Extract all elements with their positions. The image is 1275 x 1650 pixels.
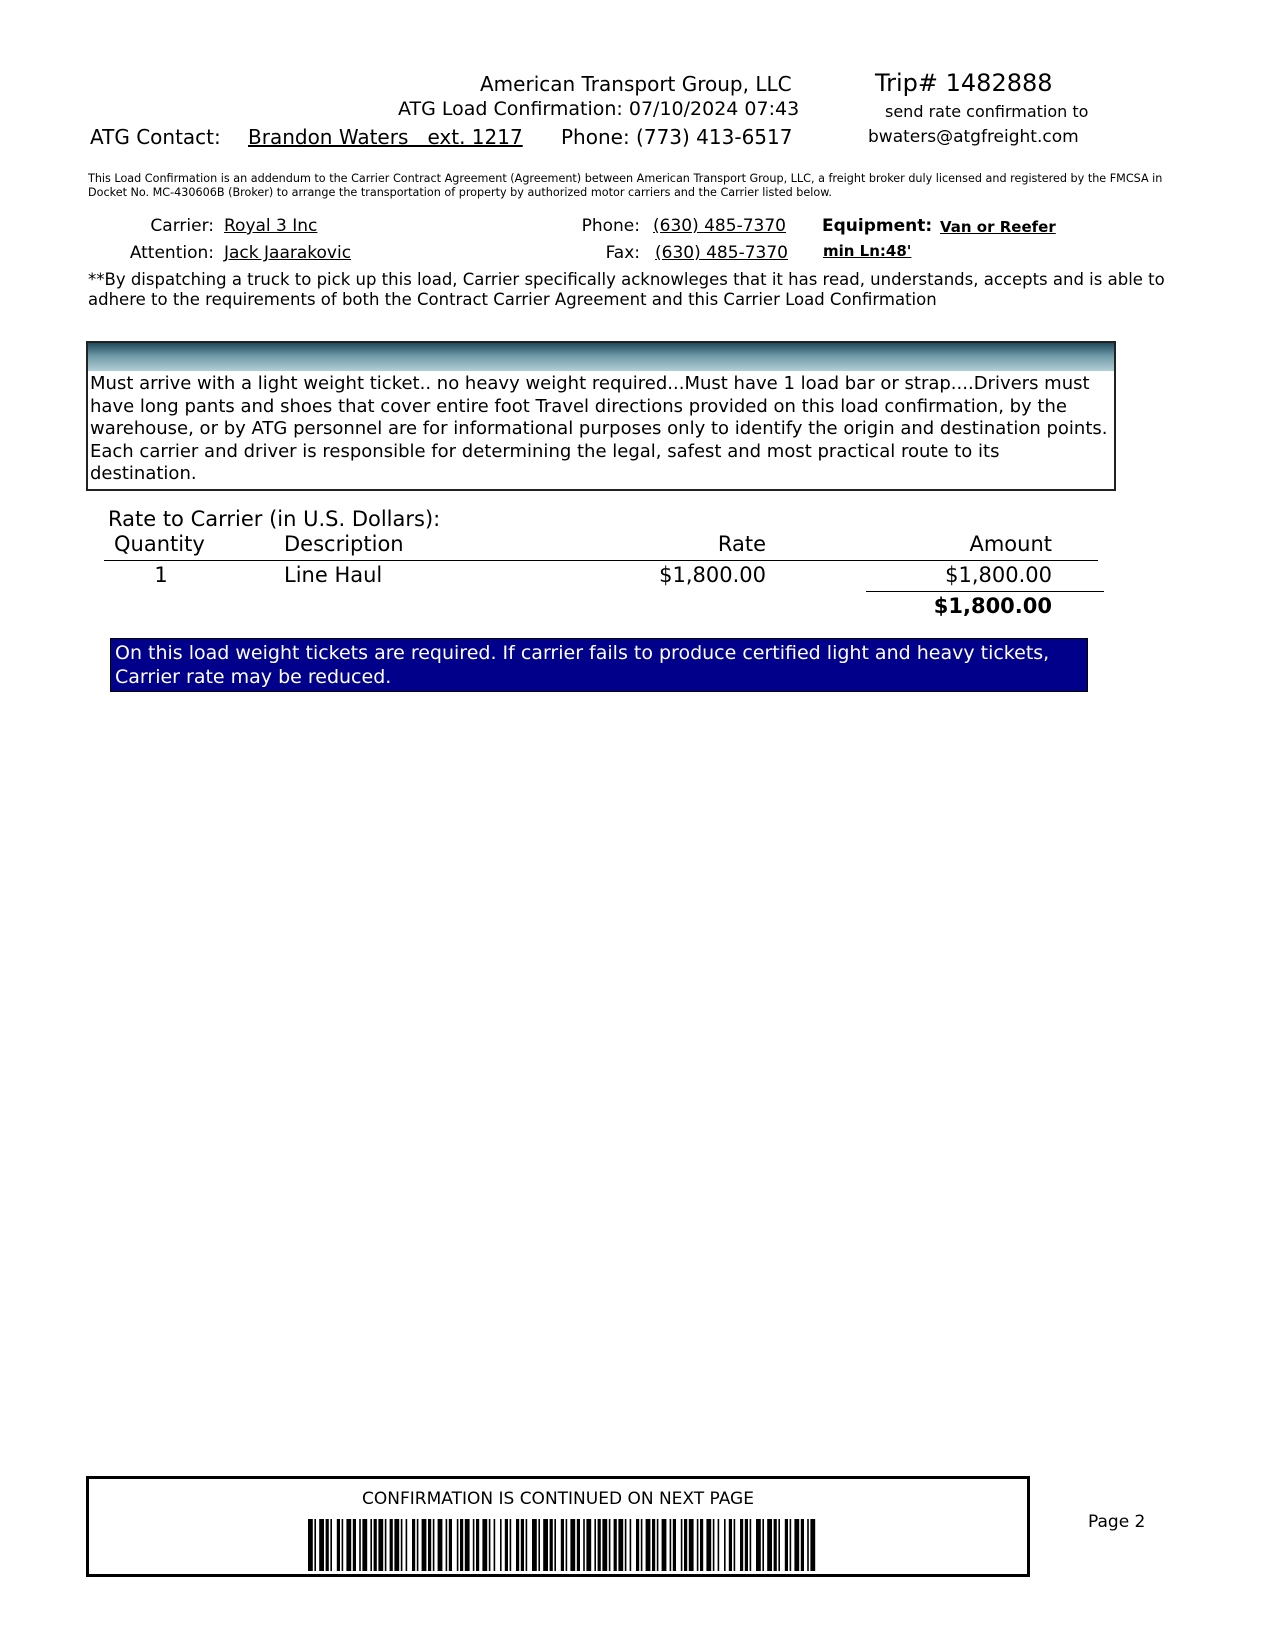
header-quantity: Quantity xyxy=(114,532,205,556)
row-amount: $1,800.00 xyxy=(945,563,1052,587)
row-rate: $1,800.00 xyxy=(659,563,766,587)
trip-number: Trip# 1482888 xyxy=(875,69,1053,97)
contact-name: Brandon Waters ext. 1217 xyxy=(248,125,523,149)
instructions-box xyxy=(86,341,1116,491)
send-rate-note: send rate confirmation to xyxy=(885,102,1089,121)
row-quantity: 1 xyxy=(154,563,168,587)
carrier-fax: (630) 485-7370 xyxy=(655,243,788,263)
load-confirmation-date: ATG Load Confirmation: 07/10/2024 07:43 xyxy=(398,98,800,120)
instructions-header-bar xyxy=(88,343,1114,371)
page-number: Page 2 xyxy=(1088,1512,1146,1532)
equipment-value: Van or Reefer xyxy=(940,218,1056,236)
carrier-fax-label: Fax: xyxy=(605,243,640,263)
row-description: Line Haul xyxy=(284,563,383,587)
continuation-box xyxy=(86,1476,1030,1577)
equipment-label: Equipment: xyxy=(822,216,933,236)
contact-label: ATG Contact: xyxy=(90,125,221,149)
contact-phone: Phone: (773) 413-6517 xyxy=(561,125,793,149)
attention-name: Jack Jaarakovic xyxy=(224,243,352,263)
carrier-phone-label: Phone: xyxy=(581,216,640,236)
total-rule xyxy=(866,591,1104,592)
header-description: Description xyxy=(284,532,404,556)
carrier-phone: (630) 485-7370 xyxy=(653,216,786,236)
weight-ticket-notice: On this load weight tickets are required. If carrier fails to produce certified light and heavy tickets, Carrier rate may be reduced. xyxy=(110,638,1088,692)
header-rule xyxy=(104,560,1098,561)
barcode-icon xyxy=(308,1519,816,1571)
min-length: min Ln:48' xyxy=(823,242,912,260)
dispatch-acknowledgement: **By dispatching a truck to pick up this load, Carrier specifically acknowleges that it has read, understands, accepts and is able to adhere to the requirements of both the Contract Carrier Agreement and this Carrier Load Confirmation xyxy=(88,270,1165,309)
header-amount: Amount xyxy=(969,532,1052,556)
total-amount: $1,800.00 xyxy=(933,594,1052,618)
rate-title: Rate to Carrier (in U.S. Dollars): xyxy=(108,507,441,531)
attention-label: Attention: xyxy=(129,243,214,263)
addendum-text: This Load Confirmation is an addendum to the Carrier Contract Agreement (Agreement) between American Transport Group, LLC, a freight broker duly licensed and registered by the FMCSA in Docket No. MC-430606B (Broker) to arrange the transportation of property by authorized motor carriers and the Carrier listed below. xyxy=(88,172,1163,199)
header-rate: Rate xyxy=(717,532,766,556)
carrier-name: Royal 3 Inc xyxy=(224,216,318,236)
company-name: American Transport Group, LLC xyxy=(480,72,792,96)
continued-text: CONFIRMATION IS CONTINUED ON NEXT PAGE xyxy=(362,1489,754,1509)
instructions-text: Must arrive with a light weight ticket.. no heavy weight required...Must have 1 load bar or strap....Drivers must have long pants and shoes that cover entire foot Travel directions provided on this load confirmation, by the warehouse, or by ATG personnel are for informational purposes only to identify the origin and destination points. Each carrier and driver is responsible for determining the legal, safest and most practical route to its destination. xyxy=(90,373,1108,484)
carrier-label: Carrier: xyxy=(150,216,214,236)
contact-email[interactable]: bwaters@atgfreight.com xyxy=(868,127,1079,147)
